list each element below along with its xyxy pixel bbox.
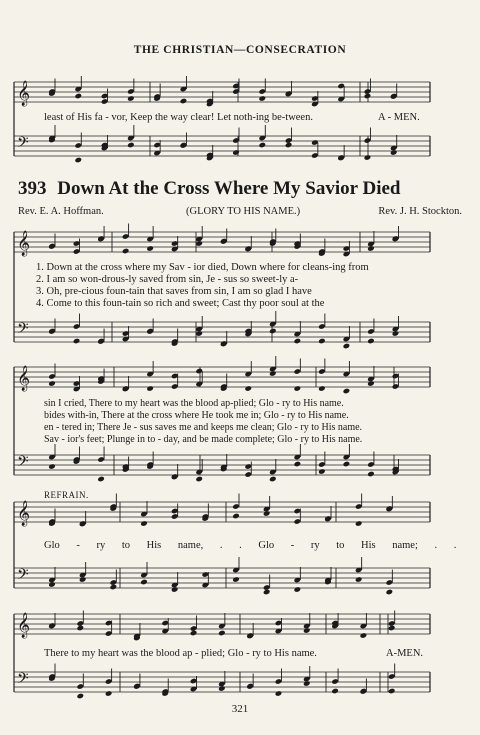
prev-hymn-amen: A - MEN. — [378, 112, 420, 123]
note-head — [331, 688, 339, 695]
note-head — [244, 385, 252, 392]
note-head — [122, 248, 130, 255]
hymn-author: Rev. E. A. Hoffman. — [18, 206, 104, 217]
note-head — [74, 93, 82, 100]
note-head — [218, 630, 226, 637]
note-head — [105, 690, 113, 697]
note-head — [388, 688, 396, 695]
refrain1-treble-staff — [14, 502, 430, 522]
note-head — [318, 468, 326, 475]
refrain1-bass-staff — [14, 568, 430, 588]
bass-clef-icon: 𝄢 — [17, 320, 29, 341]
note-head — [355, 520, 363, 527]
note-head — [343, 388, 351, 395]
note-head — [190, 630, 198, 637]
treble-clef-icon: 𝄞 — [17, 501, 31, 526]
note-head — [269, 370, 277, 377]
verse-line: 4. Come to this foun-tain so rich and sweet; Cast thy poor soul at the — [36, 298, 325, 309]
note-head — [77, 625, 85, 632]
note-head — [367, 245, 375, 252]
note-head — [195, 240, 203, 247]
bass-clef-icon: 𝄢 — [17, 453, 29, 474]
verse-line: 1. Down at the cross where my Sav - ior died, Down where for cleans-ing from — [36, 262, 369, 273]
note-head — [318, 338, 326, 345]
verse-line: bides with-in, There at the cross where He took me in; Glo - ry to His name. — [44, 410, 349, 421]
note-head — [355, 576, 363, 583]
note-head — [269, 328, 277, 335]
note-head — [232, 576, 240, 583]
note-head — [232, 513, 240, 520]
note-head — [110, 584, 118, 591]
note-head — [269, 476, 277, 483]
note-head — [97, 476, 105, 483]
note-head — [218, 685, 226, 692]
verse-line: 3. Oh, pre-cious foun-tain that saves from sin, I am so glad I have — [36, 286, 312, 297]
hymn-number: 393 — [18, 178, 47, 199]
note-head — [127, 142, 135, 149]
treble-clef-icon: 𝄞 — [17, 613, 31, 638]
refrain-line: Glo - ry to His name, . . Glo - ry to His name; . . — [44, 540, 457, 551]
hymn-tune-note: (GLORY TO HIS NAME.) — [186, 206, 301, 217]
note-head — [195, 476, 203, 483]
note-head — [294, 338, 302, 345]
note-head — [79, 576, 87, 583]
note-head — [232, 149, 240, 156]
verse-line: sin I cried, There to my heart was the blood ap-plied; Glo - ry to His name. — [44, 398, 344, 409]
note-head — [294, 586, 302, 593]
note-head — [263, 589, 271, 596]
note-head — [263, 510, 271, 517]
note-head — [74, 157, 82, 164]
note-head — [392, 330, 400, 337]
bass-clef-icon: 𝄢 — [17, 670, 29, 691]
note-head — [77, 693, 85, 700]
refrain-line: There to my heart was the blood ap - plied; Glo - ry to His name. — [44, 648, 317, 659]
page-number: 321 — [231, 703, 249, 715]
running-head: THE CHRISTIAN—CONSECRATION — [133, 44, 347, 56]
note-head — [343, 461, 351, 468]
note-head — [367, 471, 375, 478]
note-head — [367, 338, 375, 345]
note-head — [180, 98, 188, 105]
note-head — [48, 380, 56, 387]
note-head — [146, 385, 154, 392]
treble-clef-icon: 𝄞 — [17, 81, 31, 106]
hymn-amen: A-MEN. — [386, 648, 424, 659]
note-head — [48, 581, 56, 588]
note-head — [285, 142, 293, 149]
note-head — [258, 95, 266, 102]
note-head — [73, 338, 81, 345]
note-head — [364, 154, 372, 161]
verse-line: en - tered in; There Je - sus saves me and keeps me clean; Glo - ry to His name. — [44, 422, 363, 433]
bass-clef-icon: 𝄢 — [17, 566, 29, 587]
note-head — [140, 579, 148, 586]
note-head — [360, 632, 368, 639]
note-head — [48, 463, 56, 470]
verse-line: 2. I am so won-drous-ly saved from sin, Je - sus so sweet-ly a- — [36, 274, 299, 285]
treble-clef-icon: 𝄞 — [17, 366, 31, 391]
note-head — [318, 385, 326, 392]
note-head — [146, 245, 154, 252]
note-head — [140, 520, 148, 527]
hymn-title-text: Down At the Cross Where My Savior Died — [57, 178, 401, 199]
note-head — [364, 93, 372, 100]
note-head — [171, 586, 179, 593]
note-head — [127, 95, 135, 102]
note-head — [303, 627, 311, 634]
note-head — [275, 690, 283, 697]
note-head — [390, 149, 398, 156]
note-head — [294, 385, 302, 392]
note-head — [367, 380, 375, 387]
treble-clef-icon: 𝄞 — [17, 231, 31, 256]
prev-hymn-lyric: least of His fa - vor, Keep the way clear! Let noth-ing be-tween. — [44, 112, 313, 123]
note-head — [258, 142, 266, 149]
note-head — [388, 625, 396, 632]
note-head — [386, 589, 394, 596]
hymn-composer: Rev. J. H. Stockton. — [378, 206, 462, 217]
hymn-title — [18, 178, 462, 200]
note-head — [303, 680, 311, 687]
bass-clef-icon: 𝄢 — [17, 134, 29, 155]
note-head — [343, 343, 351, 350]
note-head — [195, 330, 203, 337]
verse-line: Sav - ior's feet; Plunge in to - day, and be made complete; Glo - ry to His name. — [44, 434, 363, 445]
refrain-label: REFRAIN. — [44, 490, 89, 500]
note-head — [294, 461, 302, 468]
